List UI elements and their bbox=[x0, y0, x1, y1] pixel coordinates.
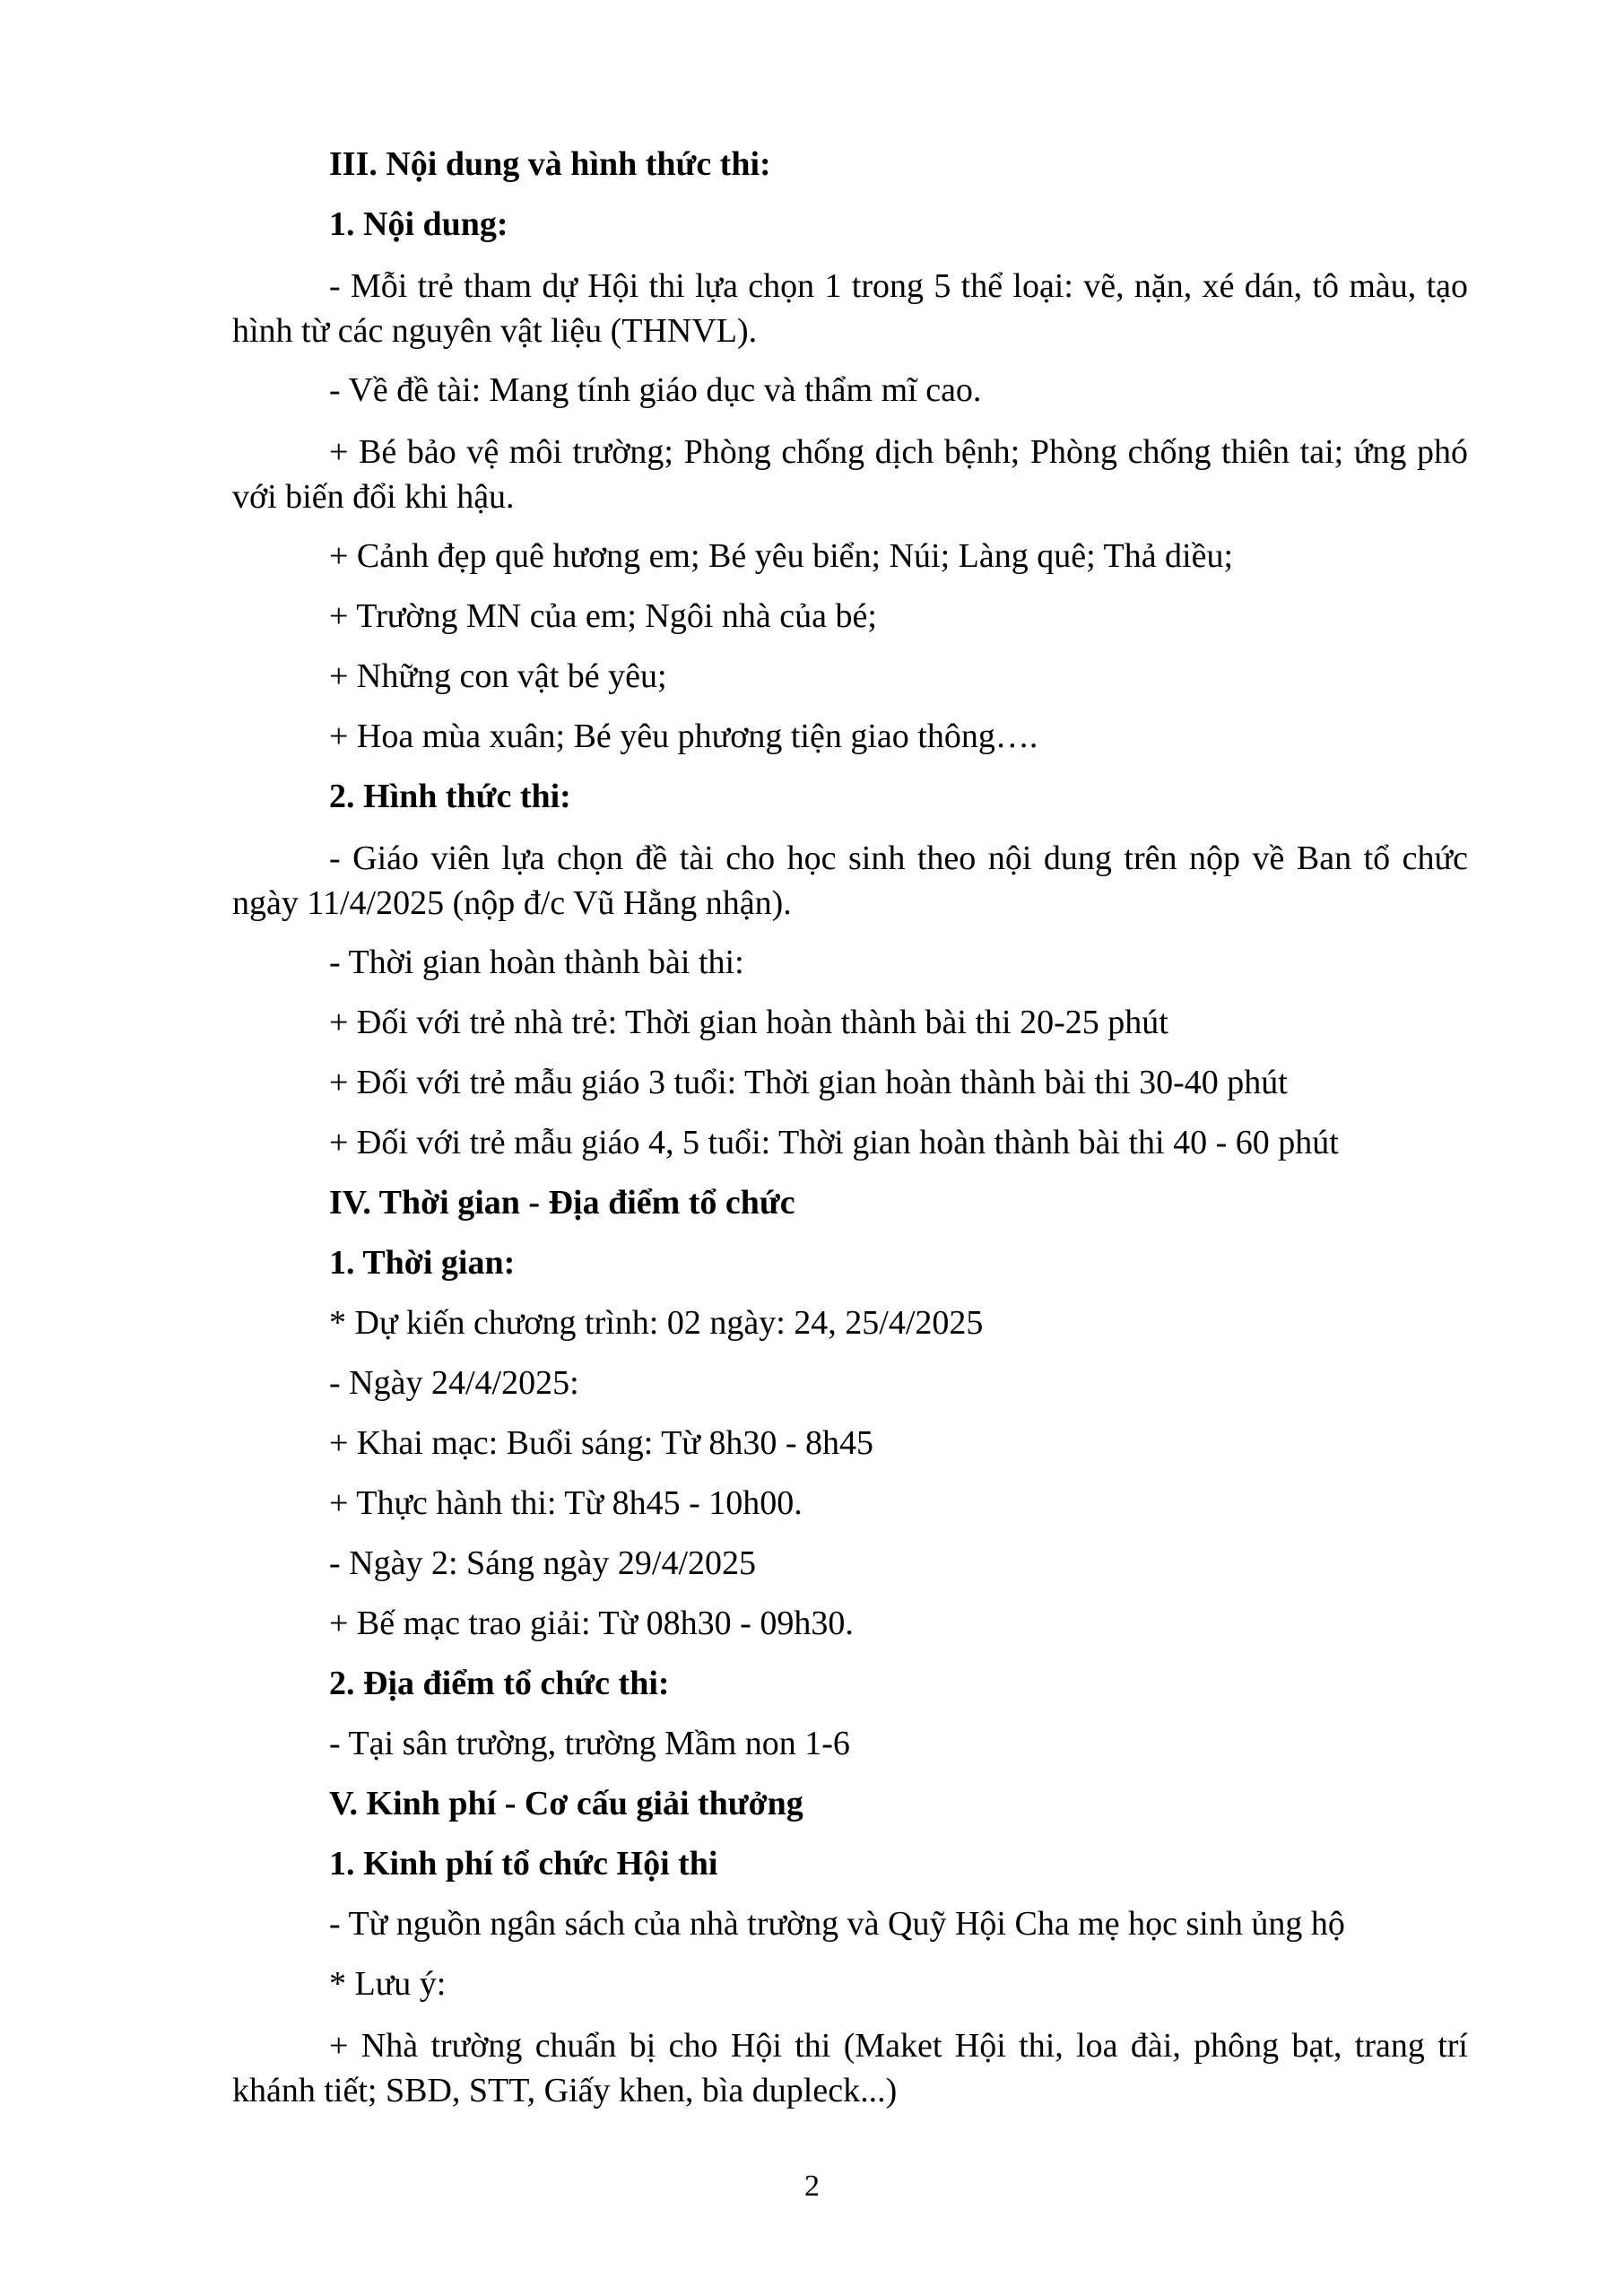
list-item-mau-giao-3: + Đối với trẻ mẫu giáo 3 tuổi: Thời gian hoàn thành bài thi 30-40 phút bbox=[329, 1064, 1288, 1101]
list-item-mau-giao-4-5: + Đối với trẻ mẫu giáo 4, 5 tuổi: Thời gian hoàn thành bài thi 40 - 60 phút bbox=[329, 1124, 1339, 1161]
page-number: 2 bbox=[804, 2170, 820, 2203]
list-item-nha-tre: + Đối với trẻ nhà trẻ: Thời gian hoàn thành bài thi 20-25 phút bbox=[329, 1004, 1168, 1041]
list-item-truong-mn: + Trường MN của em; Ngôi nhà của bé; bbox=[329, 597, 877, 635]
list-item-con-vat: + Những con vật bé yêu; bbox=[329, 657, 667, 695]
section-heading-iv: IV. Thời gian - Địa điểm tổ chức bbox=[329, 1184, 795, 1222]
subheading-hinh-thuc-thi: 2. Hình thức thi: bbox=[329, 778, 571, 815]
list-item-be-mac: + Bế mạc trao giải: Từ 08h30 - 09h30. bbox=[329, 1605, 854, 1642]
section-heading-iii: III. Nội dung và hình thức thi: bbox=[329, 145, 771, 183]
paragraph-nha-truong: + Nhà trường chuẩn bị cho Hội thi (Maket Hội thi, loa đài, phông bạt, trang trí khánh tiết; SBD, STT, Giấy khen, bìa dupleck...) bbox=[232, 2027, 1468, 2109]
subheading-thoi-gian: 1. Thời gian: bbox=[329, 1244, 516, 1282]
subheading-noi-dung: 1. Nội dung: bbox=[329, 205, 508, 243]
paragraph-the-loai: - Mỗi trẻ tham dự Hội thi lựa chọn 1 trong 5 thể loại: vẽ, nặn, xé dán, tô màu, tạo hình từ các nguyên vật liệu (THNVL). bbox=[232, 267, 1468, 350]
list-item-hoa-mua-xuan: + Hoa mùa xuân; Bé yêu phương tiện giao thông…. bbox=[329, 718, 1038, 755]
subheading-kinh-phi: 1. Kinh phí tổ chức Hội thi bbox=[329, 1845, 718, 1883]
text-line-nguon-ngan-sach: - Từ nguồn ngân sách của nhà trường và Quỹ Hội Cha mẹ học sinh ủng hộ bbox=[329, 1905, 1345, 1943]
paragraph-moi-truong: + Bé bảo vệ môi trường; Phòng chống dịch bệnh; Phòng chống thiên tai; ứng phó với biến đổi khi hậu. bbox=[232, 433, 1468, 516]
text-line-ngay-2: - Ngày 2: Sáng ngày 29/4/2025 bbox=[329, 1544, 757, 1582]
list-item-khai-mac: + Khai mạc: Buổi sáng: Từ 8h30 - 8h45 bbox=[329, 1424, 874, 1462]
text-line-de-tai: - Về đề tài: Mang tính giáo dục và thẩm mĩ cao. bbox=[329, 371, 982, 409]
text-line-thoi-gian-hoan-thanh: - Thời gian hoàn thành bài thi: bbox=[329, 944, 744, 981]
list-item-canh-dep: + Cảnh đẹp quê hương em; Bé yêu biển; Núi; Làng quê; Thả diều; bbox=[329, 537, 1234, 575]
text-line-san-truong: - Tại sân trường, trường Mầm non 1-6 bbox=[329, 1725, 850, 1762]
document-body bbox=[232, 144, 1468, 2129]
text-line-ngay-24: - Ngày 24/4/2025: bbox=[329, 1364, 579, 1402]
subheading-dia-diem: 2. Địa điểm tổ chức thi: bbox=[329, 1665, 670, 1702]
section-heading-v: V. Kinh phí - Cơ cấu giải thưởng bbox=[329, 1785, 803, 1822]
paragraph-giao-vien: - Giáo viên lựa chọn đề tài cho học sinh theo nội dung trên nộp về Ban tổ chức ngày 11/4/2025 (nộp đ/c Vũ Hằng nhận). bbox=[232, 839, 1468, 922]
list-item-thuc-hanh-thi: + Thực hành thi: Từ 8h45 - 10h00. bbox=[329, 1484, 803, 1522]
text-line-luu-y: * Lưu ý: bbox=[329, 1965, 447, 2003]
text-line-du-kien: * Dự kiến chương trình: 02 ngày: 24, 25/4/2025 bbox=[329, 1304, 984, 1342]
